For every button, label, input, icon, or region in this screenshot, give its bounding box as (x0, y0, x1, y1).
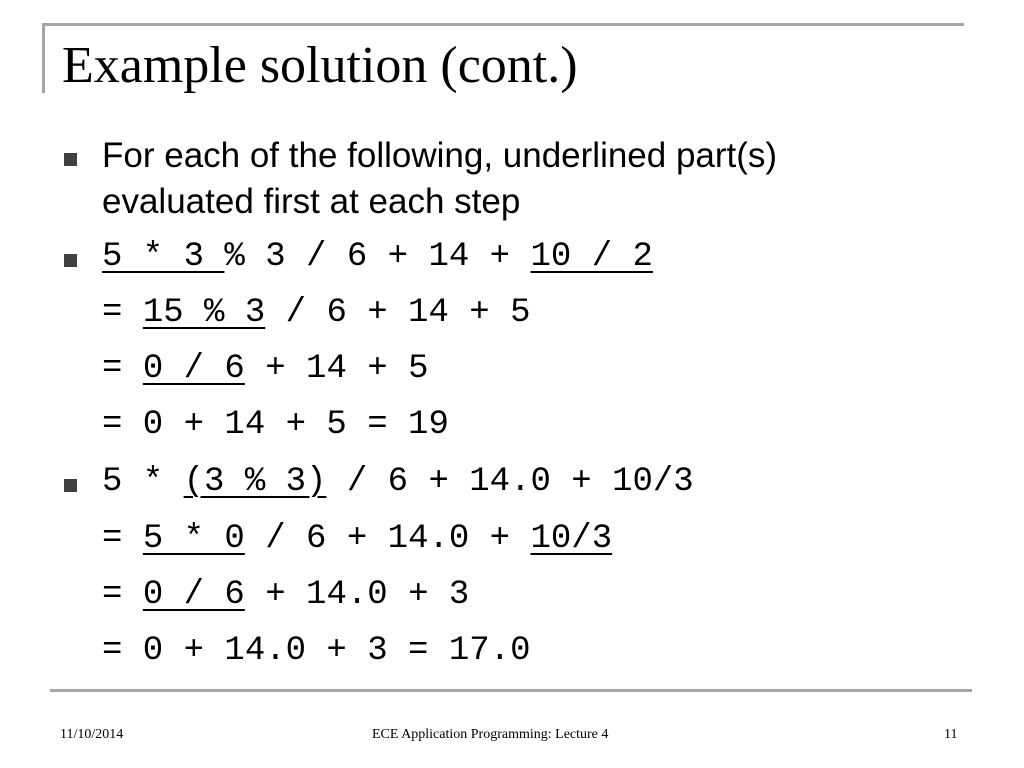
slide-title: Example solution (cont.) (62, 37, 578, 94)
example-1-step-3 (102, 352, 428, 386)
equals-prefix: = (102, 294, 143, 332)
underlined-subexpression: 10/3 (530, 520, 613, 558)
intro-text-line-1: For each of the following, underlined part(s) (102, 136, 778, 175)
frame-left-rule (42, 23, 45, 93)
example-2-step-2 (102, 522, 612, 556)
example-1-step-4: = 0 + 14 + 5 = 19 (102, 406, 449, 444)
expression-text: % 3 / 6 + 14 + (224, 238, 531, 276)
bullet-marker-example-2 (64, 479, 77, 492)
expression-text: / 6 + 14.0 + 10/3 (326, 463, 694, 501)
expression-text: + 14.0 + 3 (244, 576, 470, 614)
example-2-step-4: = 0 + 14.0 + 3 = 17.0 (102, 632, 531, 670)
footer-date: 11/10/2014 (60, 727, 124, 742)
expression-text: / 6 + 14.0 + (244, 520, 531, 558)
example-2-step-3 (102, 578, 469, 612)
example-1-step-1 (102, 240, 653, 274)
bullet-marker-example-1 (64, 254, 77, 267)
expression-text: 5 * (102, 463, 184, 501)
underlined-subexpression: 0 / 6 (142, 576, 245, 614)
example-1-step-2 (102, 296, 530, 330)
equals-prefix: = (102, 520, 143, 558)
underlined-subexpression: 15 % 3 (142, 294, 266, 332)
expression-text: + 14 + 5 (244, 350, 429, 388)
footer-divider (50, 689, 972, 692)
footer-page-number: 11 (944, 727, 958, 742)
equals-prefix: = (102, 576, 143, 614)
underlined-subexpression: 5 * 0 (142, 520, 245, 558)
equals-prefix: = (102, 350, 143, 388)
frame-top-rule (42, 23, 964, 26)
underlined-subexpression: 10 / 2 (530, 238, 653, 276)
underlined-subexpression: (3 % 3) (183, 463, 327, 501)
footer-course-title: ECE Application Programming: Lecture 4 (372, 727, 609, 742)
underlined-subexpression: 5 * 3 (102, 238, 225, 276)
example-2-step-1 (102, 465, 694, 499)
expression-text: / 6 + 14 + 5 (265, 294, 531, 332)
bullet-marker-intro (64, 153, 77, 166)
intro-text-line-2: evaluated first at each step (102, 182, 521, 221)
underlined-subexpression: 0 / 6 (142, 350, 245, 388)
